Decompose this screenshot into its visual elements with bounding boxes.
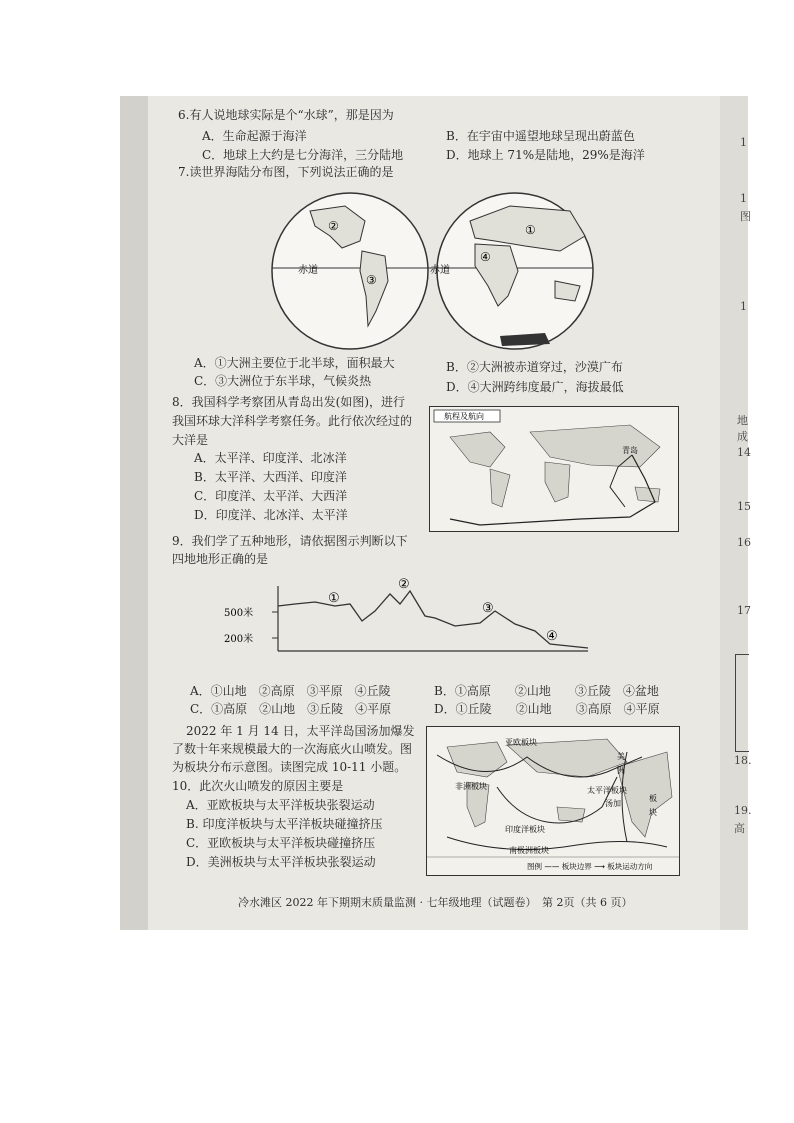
q10-option-c: C．亚欧板块与太平洋板块碰撞挤压	[186, 836, 376, 850]
marker-1: ①	[525, 223, 536, 237]
exam-page-photo	[120, 96, 752, 930]
plate-map-legend: 图例 —— 板块边界 ⟶ 板块运动方向	[527, 862, 653, 871]
q10-option-a: A．亚欧板块与太平洋板块张裂运动	[186, 798, 375, 812]
q8-option-d: D．印度洋、北冰洋、太平洋	[194, 508, 348, 522]
label-eurasia: 亚欧板块	[505, 738, 537, 747]
q6-stem: 6.有人说地球实际是个“水球”，那是因为	[178, 108, 394, 122]
q7-option-c: C．③大洲位于东半球，气候炎热	[194, 374, 372, 388]
edge-text-2: 1	[740, 192, 747, 205]
edge-table-fragment	[735, 654, 749, 752]
intro-line2: 了数十年来规模最大的一次海底火山喷发。图	[172, 742, 413, 756]
label-africa: 非洲板块	[455, 782, 487, 791]
edge-text-10: 17	[737, 604, 751, 617]
profile-marker-1: ①	[328, 591, 340, 606]
label-america-3: 板	[649, 794, 657, 803]
equator-label-left: 赤道	[298, 265, 318, 276]
q10-stem: 10．此次火山喷发的原因主要是	[172, 779, 344, 793]
label-pacific: 太平洋板块	[587, 786, 627, 795]
edge-text-11: 18.	[734, 754, 752, 767]
edge-text-1: 1	[740, 136, 747, 149]
world-hemispheres-map	[270, 186, 600, 356]
edge-text-3: 图	[740, 210, 751, 223]
equator-label-right: 赤道	[430, 265, 450, 276]
q9-stem-line1: 9．我们学了五种地形，请依据图示判断以下	[172, 534, 408, 548]
intro-line1: 2022 年 1 月 14 日，太平洋岛国汤加爆发	[186, 724, 415, 738]
route-legend: 航程及航向	[444, 412, 484, 421]
q9-option-b: B．①高原 ②山地 ③丘陵 ④盆地	[434, 684, 659, 698]
label-tonga: 汤加	[605, 799, 621, 808]
q8-option-b: B．太平洋、大西洋、印度洋	[194, 470, 347, 484]
q8-option-a: A．太平洋、印度洋、北冰洋	[194, 451, 347, 465]
q6-option-d: D．地球上 71%是陆地，29%是海洋	[446, 148, 645, 162]
q7-stem: 7.读世界海陆分布图，下列说法正确的是	[178, 165, 394, 179]
q9-stem-line2: 四地地形正确的是	[172, 552, 269, 566]
label-antarctic: 南极洲板块	[509, 846, 549, 855]
label-america-2: 洲	[617, 766, 625, 775]
q6-option-b: B．在宇宙中遥望地球呈现出蔚蓝色	[446, 129, 635, 143]
marker-4: ④	[480, 250, 491, 264]
profile-marker-4: ④	[546, 629, 558, 644]
label-indian: 印度洋板块	[505, 825, 545, 834]
q8-stem-line3: 大洋是	[172, 433, 209, 447]
edge-text-5: 地	[737, 414, 748, 427]
route-map	[429, 406, 679, 532]
q7-option-a: A．①大洲主要位于北半球，面积最大	[194, 356, 395, 370]
qingdao-label: 青岛	[622, 446, 638, 455]
marker-2: ②	[328, 219, 339, 233]
y-label-500: 500米	[224, 608, 254, 619]
q10-option-d: D．美洲板块与太平洋板块张裂运动	[186, 855, 376, 869]
q9-option-a: A．①山地 ②高原 ③平原 ④丘陵	[190, 684, 391, 698]
q7-option-b: B．②大洲被赤道穿过，沙漠广布	[446, 360, 623, 374]
page-footer: 冷水滩区 2022 年下期期末质量监测 · 七年级地理（试题卷） 第 2页（共 6 页）	[238, 896, 633, 909]
q9-option-c: C．①高原 ②山地 ③丘陵 ④平原	[190, 702, 392, 716]
q7-option-d: D．④大洲跨纬度最广，海拔最低	[446, 380, 624, 394]
edge-text-13: 高	[734, 822, 745, 835]
left-shadow	[120, 96, 148, 930]
profile-marker-2: ②	[398, 577, 410, 592]
edge-text-8: 15	[737, 500, 751, 513]
q9-option-d: D．①丘陵 ②山地 ③高原 ④平原	[434, 702, 660, 716]
edge-text-4: 1	[740, 300, 747, 313]
edge-text-7: 14	[737, 446, 751, 459]
q8-option-c: C．印度洋、太平洋、大西洋	[194, 489, 348, 503]
edge-text-9: 16	[737, 536, 751, 549]
y-label-200: 200米	[224, 634, 254, 645]
label-america-1: 美	[617, 752, 625, 761]
edge-text-6: 成	[737, 430, 748, 443]
q6-option-a: A．生命起源于海洋	[202, 129, 307, 143]
q10-option-b: B. 印度洋板块与太平洋板块碰撞挤压	[186, 817, 383, 831]
edge-text-12: 19.	[734, 804, 752, 817]
intro-line3: 为板块分布示意图。读图完成 10-11 小题。	[172, 760, 407, 774]
terrain-profile	[220, 576, 600, 661]
q6-option-c: C．地球上大约是七分海洋，三分陆地	[202, 148, 404, 162]
marker-3: ③	[366, 273, 377, 287]
q8-stem-line1: 8．我国科学考察团从青岛出发(如图)，进行	[172, 395, 405, 409]
q8-stem-line2: 我国环球大洋科学考察任务。此行依次经过的	[172, 414, 413, 428]
plate-map	[426, 726, 680, 876]
profile-marker-3: ③	[482, 601, 494, 616]
label-america-4: 块	[649, 808, 657, 817]
